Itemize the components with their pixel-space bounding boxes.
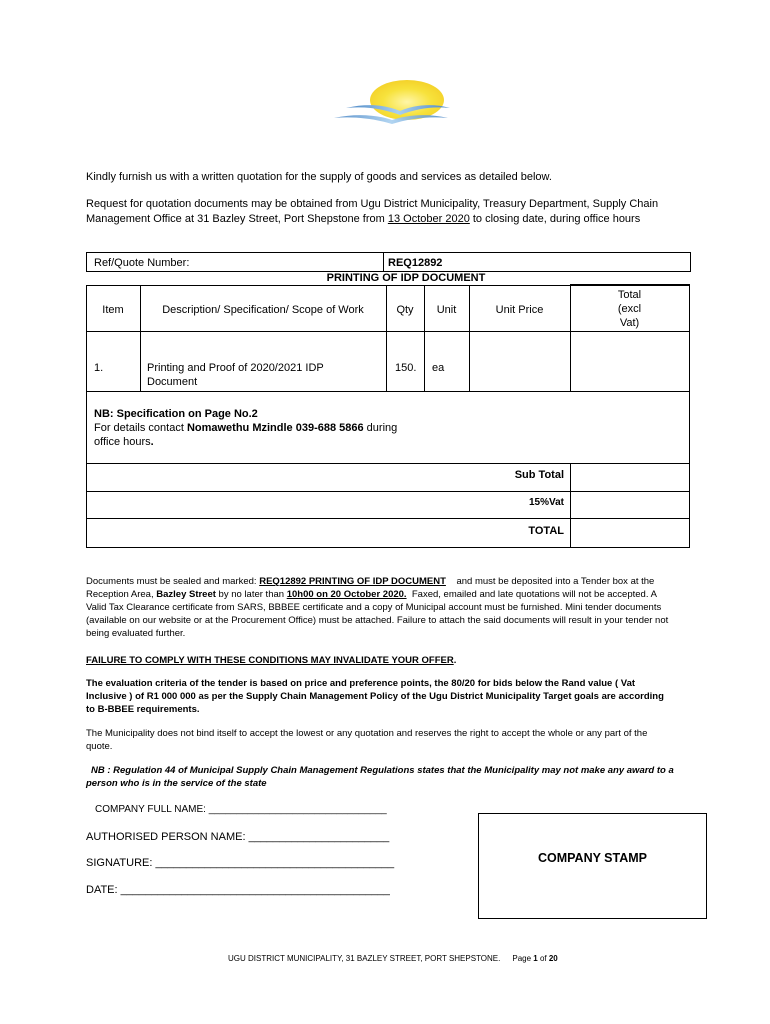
nb-office-hours: office hours bbox=[94, 436, 151, 448]
submission-text-8: being evaluated further. bbox=[86, 628, 186, 639]
submission-text-5: Faxed, emailed and late quotations will not be accepted. A bbox=[406, 589, 657, 600]
date-field[interactable]: DATE: ____________________________________________ bbox=[86, 884, 390, 896]
ref-quote-label: Ref/Quote Number: bbox=[94, 257, 190, 269]
submission-text-4: by no later than bbox=[215, 589, 287, 600]
regulation-note bbox=[86, 764, 736, 790]
submission-text-6: Valid Tax Clearance certificate from SARS, BBBEE certificate and a copy of Municipal account must be furnished. Mini tender documents bbox=[86, 602, 662, 613]
header-unit-price: Unit Price bbox=[495, 304, 544, 316]
footer-address: UGU DISTRICT MUNICIPALITY, 31 BAZLEY STREET, PORT SHEPSTONE. bbox=[228, 954, 501, 963]
header-total bbox=[570, 288, 689, 330]
company-name-field[interactable]: COMPANY FULL NAME: ________________________________ bbox=[95, 804, 387, 815]
submission-text: Documents must be sealed and marked: bbox=[86, 576, 260, 587]
nb-contact bbox=[94, 421, 434, 435]
regulation-line-2: person who is in the service of the state bbox=[86, 778, 267, 789]
municipality-logo bbox=[328, 78, 452, 128]
intro-paragraph-1: Kindly furnish us with a written quotation for the supply of goods and services as detailed below. bbox=[86, 171, 552, 183]
logo-graphic bbox=[328, 78, 452, 128]
evaluation-criteria bbox=[86, 677, 736, 716]
row-description bbox=[147, 361, 383, 389]
regulation-line-1: NB : Regulation 44 of Municipal Supply Chain Management Regulations states that the Municipality may not make any award to a bbox=[91, 765, 674, 776]
company-stamp-box bbox=[478, 813, 707, 919]
nb-contact-text: For details contact bbox=[94, 422, 187, 434]
document-title: PRINTING OF IDP DOCUMENT bbox=[326, 272, 486, 284]
submission-text-2: and must be deposited into a Tender box at the bbox=[445, 576, 655, 587]
nb-contact-name: Nomawethu Mzindle 039-688 5866 bbox=[186, 422, 364, 434]
submission-deadline: 10h00 on 20 October 2020. bbox=[286, 589, 407, 600]
intro-paragraph-2 bbox=[86, 197, 726, 227]
header-qty: Qty bbox=[396, 304, 414, 316]
footer-page-current: 1 bbox=[533, 954, 538, 963]
header-total-line-3: Vat) bbox=[619, 317, 640, 329]
footer-page-total: 20 bbox=[548, 954, 558, 963]
nb-block bbox=[94, 407, 434, 449]
criteria-line-1: The evaluation criteria of the tender is based on price and preference points, the 80/20 for bids below the Rand value ( Vat bbox=[86, 678, 636, 689]
row-item-number: 1. bbox=[94, 362, 104, 374]
header-unit: Unit bbox=[436, 304, 457, 316]
failure-warning-text: FAILURE TO COMPLY WITH THESE CONDITIONS MAY INVALIDATE YOUR OFFER bbox=[86, 655, 454, 666]
total-label: TOTAL bbox=[528, 525, 564, 537]
disclaimer-line-2: quote. bbox=[86, 741, 113, 752]
disclaimer-line-1: The Municipality does not bind itself to accept the lowest or any quotation and reserves the right to accept the whole or any part of the bbox=[86, 728, 648, 739]
authorised-person-field[interactable]: AUTHORISED PERSON NAME: _______________________ bbox=[86, 831, 390, 843]
criteria-line-3: to B-BBEE requirements. bbox=[86, 704, 200, 715]
nb-title: NB: Specification on Page No.2 bbox=[94, 408, 258, 420]
ref-quote-number: REQ12892 bbox=[388, 257, 443, 269]
footer-page-prefix: Page bbox=[512, 954, 534, 963]
submission-reference: REQ12892 PRINTING OF IDP DOCUMENT bbox=[259, 576, 446, 587]
intro-line-2a: Request for quotation documents may be obtained from Ugu District Municipality, Treasury Department, Supply Chain bbox=[86, 198, 659, 210]
submission-instructions bbox=[86, 575, 736, 640]
nb-contact-during: during bbox=[363, 422, 398, 434]
vat-label: 15%Vat bbox=[528, 497, 564, 508]
opening-date: 13 October 2020 bbox=[387, 213, 470, 225]
criteria-line-2: Inclusive ) of R1 000 000 as per the Supply Chain Management Policy of the Ugu District Municipality Target goals are according bbox=[86, 691, 664, 702]
row-description-line-1: Printing and Proof of 2020/2021 IDP bbox=[147, 362, 324, 374]
submission-text-3: Reception Area, bbox=[86, 589, 157, 600]
footer bbox=[228, 953, 558, 964]
intro-text: Management Office at 31 Bazley Street, Port Shepstone from bbox=[86, 213, 388, 225]
row-unit: ea bbox=[432, 362, 445, 374]
intro-line-2b bbox=[86, 212, 726, 227]
municipality-disclaimer bbox=[86, 727, 736, 753]
company-stamp-label: COMPANY STAMP bbox=[537, 851, 648, 865]
header-total-line-1: Total bbox=[617, 289, 642, 301]
submission-street: Bazley Street bbox=[156, 589, 216, 600]
header-total-line-2: (excl bbox=[617, 303, 642, 315]
failure-warning bbox=[86, 654, 456, 667]
footer-page-of: of bbox=[537, 954, 549, 963]
submission-text-7: (available on our website or at the Procurement Office) must be attached. Failure to attach the said documents will result in your tender not bbox=[86, 615, 669, 626]
intro-text-end: to closing date, during office hours bbox=[469, 213, 641, 225]
nb-dot: . bbox=[150, 436, 154, 448]
failure-warning-dot: . bbox=[453, 655, 457, 666]
row-description-line-2: Document bbox=[147, 376, 198, 388]
signature-field[interactable]: SIGNATURE: _______________________________________ bbox=[86, 857, 395, 869]
row-qty: 150. bbox=[395, 362, 417, 374]
subtotal-label: Sub Total bbox=[514, 469, 564, 481]
header-item: Item bbox=[102, 304, 124, 316]
header-description: Description/ Specification/ Scope of Work bbox=[162, 304, 364, 316]
